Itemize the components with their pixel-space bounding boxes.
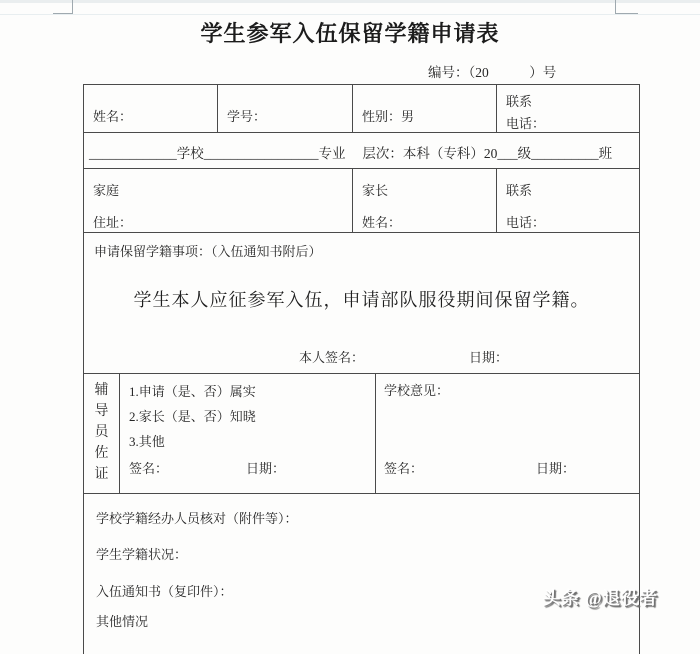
watermark-label: 头条 @退役者: [543, 588, 659, 608]
registrar-line: 学校学籍经办人员核对（附件等）：: [96, 511, 298, 526]
applicant-signature-label: 本人签名：: [299, 350, 365, 365]
parent-contact-line2: 电话：: [506, 215, 546, 230]
application-cell: [84, 233, 639, 373]
registrar-line: 其他情况: [96, 614, 149, 629]
parent-phone-cell: [497, 169, 639, 232]
name-label: 姓名：: [93, 109, 133, 124]
registrar-line: 入伍通知书（复印件）：: [96, 584, 233, 599]
gender-value: 男: [401, 109, 415, 124]
gender-cell: [353, 85, 497, 132]
school-opinion-label: 学校意见：: [384, 383, 450, 398]
family-row: [84, 169, 639, 233]
counselor-side-header: 辅导员佐证: [94, 383, 109, 482]
counselor-side-header-cell: [84, 374, 120, 493]
application-statement: 学生本人应征参军入伍，申请部队服役期间保留学籍。: [133, 290, 590, 310]
gender-label: 性别：: [362, 109, 402, 124]
page-title: 学生参军入伍保留学籍申请表: [200, 21, 500, 46]
page-top-edge: [0, 0, 700, 3]
student-id-label: 学号：: [227, 109, 267, 124]
counselor-checklist: [129, 379, 256, 454]
school-row: [84, 133, 639, 169]
application-row: [84, 233, 639, 374]
student-id-cell: [218, 85, 353, 132]
application-form-table: [83, 84, 640, 654]
text-boundary-line: [0, 14, 700, 15]
registrar-line: 学生学籍状况：: [96, 547, 188, 562]
application-heading: 申请保留学籍事项：（入伍通知书附后）: [94, 244, 322, 259]
counselor-checklist-cell: [120, 374, 376, 493]
home-address-cell: [84, 169, 353, 232]
school-opinion-cell: [376, 374, 639, 493]
registrar-row: [84, 494, 639, 654]
school-signature-label: 签名：: [384, 461, 424, 476]
contact-label-line2: 电话：: [506, 116, 546, 131]
identity-row: [84, 85, 639, 133]
checklist-item: 2.家长（是、否）知晓: [129, 409, 256, 424]
parent-contact-line1: 联系: [506, 183, 533, 198]
counselor-signature-label: 签名：: [129, 461, 169, 476]
verification-row: [84, 374, 639, 494]
name-cell: [84, 85, 218, 132]
school-date-label: 日期：: [536, 461, 576, 476]
checklist-item: 3.其他: [129, 434, 165, 449]
counselor-date-label: 日期：: [246, 461, 286, 476]
school-line-cell: [84, 133, 639, 168]
page-margin-mark-right: [615, 13, 638, 14]
checklist-item: 1.申请（是、否）属实: [129, 384, 256, 399]
parent-label-line2: 姓名：: [362, 215, 402, 230]
applicant-date-label: 日期：: [469, 350, 509, 365]
page-margin-mark-left: [53, 13, 73, 14]
contact-phone-cell: [497, 85, 639, 132]
address-label-line2: 住址：: [93, 215, 133, 230]
page-margin-mark-left: [72, 0, 73, 14]
address-label-line1: 家庭: [93, 183, 120, 198]
school-line-label: _____________学校_________________专业 层次：本科（专科）20___级__________班: [89, 146, 613, 161]
page-margin-mark-right: [615, 0, 616, 14]
parent-name-cell: [353, 169, 497, 232]
registrar-cell: [84, 494, 639, 654]
parent-label-line1: 家长: [362, 183, 389, 198]
contact-label-line1: 联系: [506, 94, 533, 109]
serial-number-label: 编号：（20 ）号: [428, 65, 557, 80]
